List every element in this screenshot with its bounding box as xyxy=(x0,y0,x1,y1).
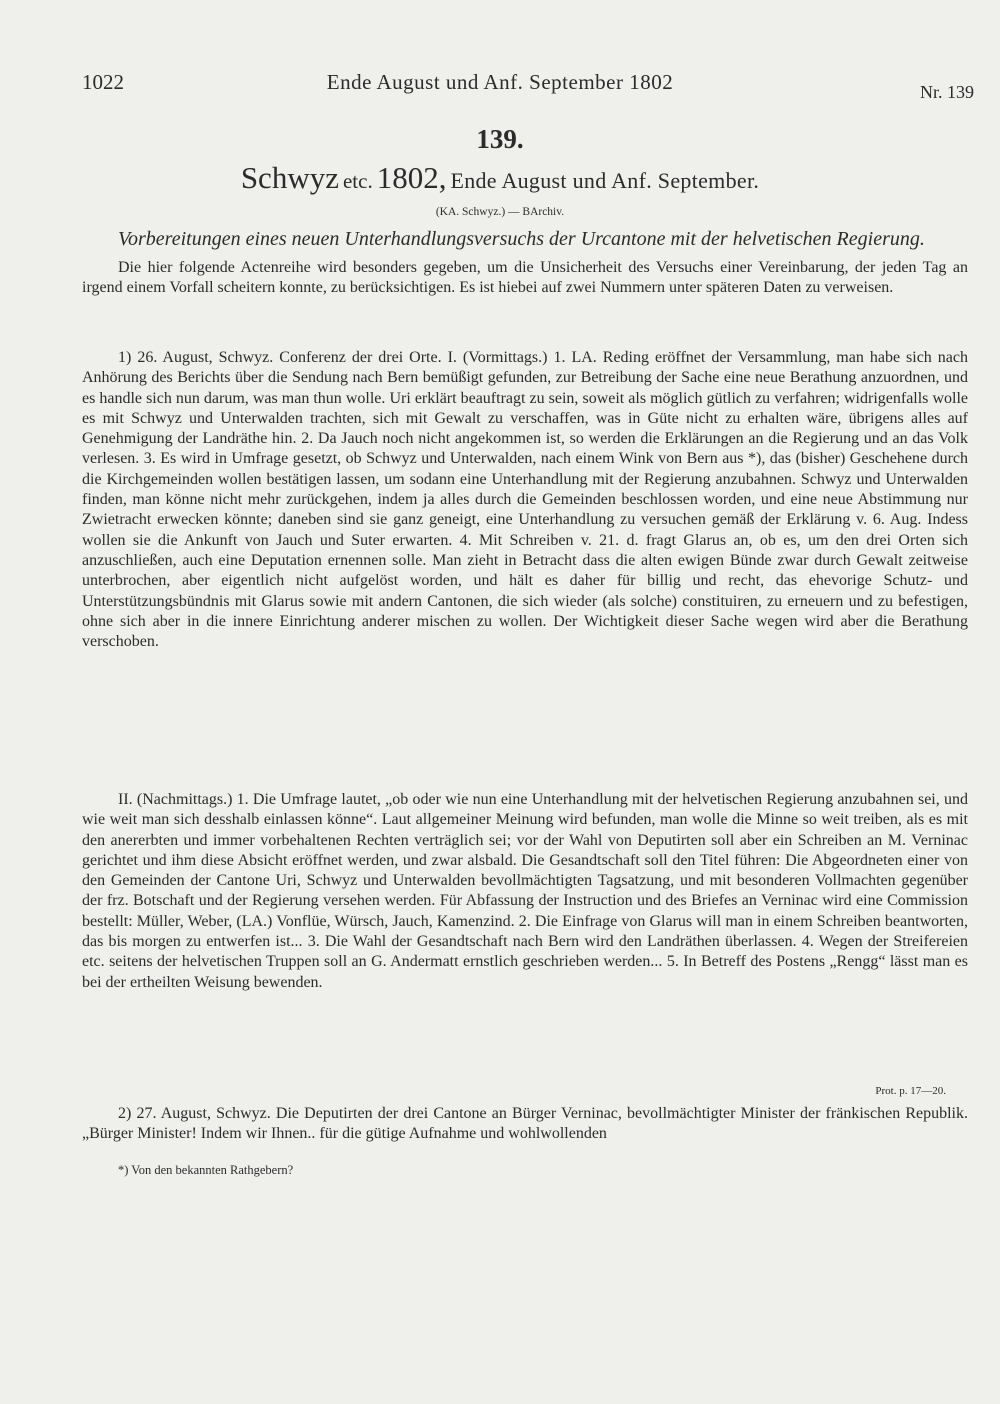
heading-date: Ende August und Anf. September. xyxy=(450,168,760,193)
protocol-reference: Prot. p. 17—20. xyxy=(875,1085,946,1097)
intro-paragraph xyxy=(82,258,968,299)
heading-place: Schwyz xyxy=(240,160,339,195)
running-title: Ende August und Anf. September 1802 xyxy=(326,70,674,94)
heading-etc: etc. xyxy=(342,169,373,193)
paragraph-3 xyxy=(82,1104,968,1145)
document-heading xyxy=(0,160,1000,196)
page-number: 1022 xyxy=(82,70,124,94)
document-number: 139. xyxy=(476,124,524,154)
footnote: *) Von den bekannten Rathgebern? xyxy=(118,1163,294,1177)
source-line: (KA. Schwyz.) — BArchiv. xyxy=(435,206,565,218)
paragraph-1 xyxy=(82,348,968,652)
paragraph-2-text: II. (Nachmittags.) 1. Die Umfrage lautet, „ob oder wie nun eine Unterhandlung mit der helvetischen Regierung anzubahnen sei, und wie weit man sich desshalb einlassen könne“. Laut allgemeiner Meinung wird befunden, man wolle die Minne so weit treiben, als es mit den anererbten und immer vorbehaltenen Rechten verträglich sei; vor der Wahl von Deputirten soll aber ein Schreiben an M. Verninac gerichtet und ihm diese Absicht eröffnet werden, und zwar alsbald. Die Gesandtschaft soll den Titel führen: Die Abgeordneten einer von den Gemeinden der Cantone Uri, Schwyz und Unterwalden bevollmächtigten Tagsatzung, und mit besonderen Vollmachten gegenüber der frz. Botschaft und der Regierung versehen werden. Für Abfassung der Instruction und des Briefes an Verninac wird eine Commission bestellt: Müller, Weber, (LA.) Vonflüe, Würsch, Jauch, Kamenzind. 2. Die Einfrage von Glarus will man in einem Schreiben beantworten, das bis morgen zu entwerfen ist... 3. Die Wahl der Gesandtschaft nach Bern wird den Landräthen überlassen. 4. Wegen der Streifereien etc. seitens der helvetischen Truppen soll an G. Andermatt ernstlich geschrieben werden... 5. In Betreff des Postens „Rengg“ lässt man es bei der ertheilten Weisung bewenden. xyxy=(82,791,968,991)
paragraph-3-text: 2) 27. August, Schwyz. Die Deputirten der drei Cantone an Bürger Verninac, bevollmächtigter Minister der fränkischen Republik. „Bürger Minister! Indem wir Ihnen.. für die gütige Aufnahme und wohlwollenden xyxy=(82,1105,968,1143)
heading-year: 1802, xyxy=(376,160,447,195)
document-reference: Nr. 139 xyxy=(920,82,974,102)
paragraph-2 xyxy=(82,790,968,993)
paragraph-1-text: 1) 26. August, Schwyz. Conferenz der drei Orte. I. (Vormittags.) 1. LA. Reding eröffnet der Versammlung, man habe sich nach Anhörung des Berichts über die Sendung nach Bern bemüßigt gefunden, zur Betreibung der Sache eine neue Berathung anzuordnen, und es handle sich nun darum, was man thun wolle. Uri erklärt beauftragt zu sein, soweit als möglich gütlich zu verfahren; widrigenfalls wolle es mit Schwyz und Unterwalden trachten, sich mit Gewalt zu verschaffen, was in Güte nicht zu erhalten wäre, übrigens alles auf Genehmigung der Landräthe hin. 2. Da Jauch noch nicht angekommen ist, so werden die Erklärungen an die Regierung und an das Volk verlesen. 3. Es wird in Umfrage gesetzt, ob Schwyz und Unterwalden, nach einem Wink von Bern aus *), das (bisher) Geschehene durch die Kirchgemeinden wollen bestätigen lassen, um sodann eine Unterhandlung mit der Regierung anzubahnen. Schwyz und Unterwalden finden, man könne nicht mehr zurückgehen, indem ja alles durch die Gemeinden beschlossen worden, und eine neue Abstimmung nur Zwietracht erwecken könnte; daneben sind sie ganz geneigt, eine Unterhandlung zu versuchen gemäß der Erklärung v. 6. Aug. Indess wollen sie die Ankunft von Jauch und Suter erwarten. 4. Mit Schreiben v. 21. d. fragt Glarus an, ob es, um den drei Orten sich anzuschließen, auch eine Deputation ernennen solle. Man zieht in Betracht dass die alten ewigen Bünde zwar durch Gewalt zeitweise unterbrochen, aber eigentlich nicht aufgelöst worden, und hält es daher für billig und recht, das ehevorige Schutz- und Unterstützungsbündnis mit Glarus sowie mit andern Cantonen, die sich wieder (als solche) constituiren, zu erneuern und zu befestigen, ohne sich aber in die innere Einrichtung anderer mischen zu wollen. Der Wichtigkeit dieser Sache wegen wird aber die Berathung verschoben. xyxy=(82,349,968,651)
subject-line: Vorbereitungen eines neuen Unterhandlungsversuchs der Urcantone mit der helvetischen Regierung. xyxy=(118,228,925,250)
intro-text: Die hier folgende Actenreihe wird besonders gegeben, um die Unsicherheit des Versuchs einer Vereinbarung, der jeden Tag an irgend einem Vorfall scheitern konnte, zu berücksichtigen. Es ist hiebei auf zwei Nummern unter späteren Daten zu verweisen. xyxy=(82,259,968,297)
running-head xyxy=(0,70,1000,100)
